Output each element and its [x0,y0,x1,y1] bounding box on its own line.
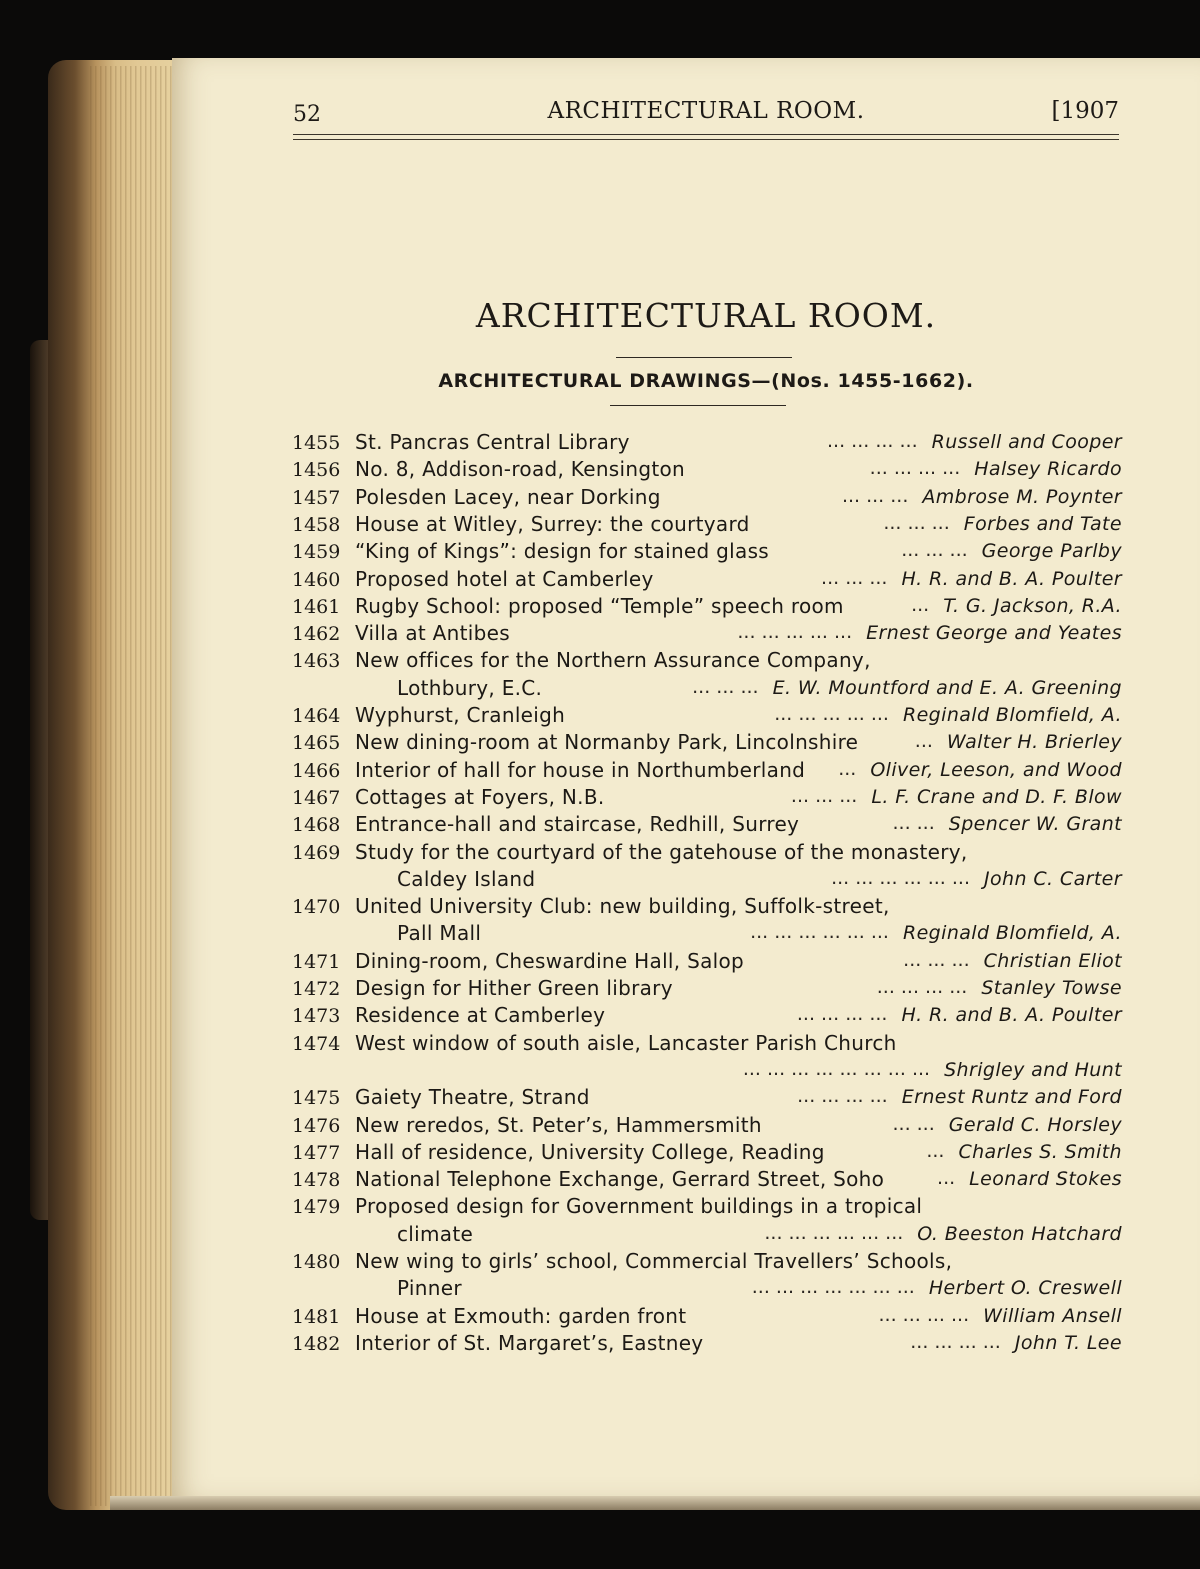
entry-number: 1469 [292,841,341,864]
entry-number: 1470 [292,896,341,919]
entry-author: Oliver, Leeson, and Wood [870,758,1122,781]
page-number: 52 [293,102,321,127]
entry-number: 1475 [292,1087,341,1110]
dot-leader: ... ... ... ... [869,457,961,480]
entry-number: 1478 [292,1169,341,1192]
list-item [0,840,1200,867]
entry-author: Halsey Ricardo [974,458,1122,481]
entry-number: 1468 [292,814,341,837]
entry-number: 1463 [292,650,341,673]
list-item [0,785,1200,812]
dot-leader: ... [914,730,933,753]
section-subheading: ARCHITECTURAL DRAWINGS—(Nos. 1455-1662). [438,370,974,392]
entry-title: Rugby School: proposed “Temple” speech room [355,593,844,618]
entry-author: Spencer W. Grant [948,813,1122,836]
entry-author: Walter H. Brierley [946,731,1122,754]
list-item [0,1167,1200,1194]
entry-author: Reginald Blomfield, A. [902,922,1122,945]
list-item [0,512,1200,539]
list-item [0,1194,1200,1221]
entry-author: Charles S. Smith [958,1140,1122,1163]
dot-leader: ... [911,593,930,616]
entry-title: Cottages at Foyers, N.B. [355,784,605,809]
entry-author: Gerald C. Horsley [948,1113,1122,1136]
entry-author: E. W. Mountford and E. A. Greening [772,676,1122,699]
list-item [0,621,1200,648]
list-item [0,1085,1200,1112]
entry-author: Christian Eliot [983,949,1122,972]
dot-leader: ... ... ... [821,566,888,589]
list-item [0,976,1200,1003]
list-item [0,730,1200,757]
dot-leader: ... [926,1139,945,1162]
entry-author: Stanley Towse [981,977,1122,999]
list-item [0,758,1200,785]
running-year: [1907 [1051,98,1119,124]
entry-number: 1471 [292,950,341,973]
list-item-continuation [0,867,1200,894]
entry-author: L. F. Crane and D. F. Blow [871,785,1122,808]
entry-title: Proposed design for Government buildings in a tropical [355,1194,923,1219]
list-item [0,1331,1200,1358]
dot-leader: ... ... ... ... [827,430,918,452]
entry-author: Ambrose M. Poynter [922,485,1122,508]
entry-number: 1473 [292,1005,341,1028]
entry-title: Gaiety Theatre, Strand [355,1085,590,1110]
entry-author: John T. Lee [1014,1331,1122,1354]
list-item [0,1003,1200,1030]
list-item [0,457,1200,484]
list-item-continuation [0,1058,1200,1085]
entry-title: Residence at Camberley [355,1003,606,1028]
list-item [0,894,1200,921]
running-title: ARCHITECTURAL ROOM. [547,98,865,124]
dot-leader: ... ... ... ... [797,1085,888,1108]
entry-title: House at Witley, Surrey: the courtyard [355,511,750,536]
entry-author: Ernest Runtz and Ford [901,1086,1122,1109]
entry-number: 1457 [292,486,341,509]
entry-author: George Parlby [981,540,1122,563]
entry-title: St. Pancras Central Library [355,430,630,454]
entry-author: Leonard Stokes [969,1168,1122,1191]
entry-title: National Telephone Exchange, Gerrard Street, Soho [355,1167,885,1192]
entry-author: T. G. Jackson, R.A. [943,594,1122,617]
entry-title: Wyphurst, Cranleigh [355,703,566,727]
entry-author: William Ansell [983,1304,1122,1327]
entry-title: New offices for the Northern Assurance Company, [355,648,871,673]
list-item [0,648,1200,675]
entry-title: West window of south aisle, Lancaster Parish Church [355,1030,897,1055]
list-item [0,703,1200,730]
list-item [0,1140,1200,1167]
entry-title: House at Exmouth: garden front [355,1303,687,1328]
entry-number: 1477 [292,1141,341,1164]
entry-author: Forbes and Tate [963,512,1122,535]
heading-rule [616,357,792,358]
entry-title-continuation: Pinner [397,1276,462,1301]
entry-number: 1472 [292,978,341,1000]
entry-author: H. R. and B. A. Poulter [901,1004,1122,1027]
list-item-continuation [0,1222,1200,1249]
entry-title: United University Club: new building, Suffolk-street, [355,894,890,919]
dot-leader: ... ... ... [841,484,909,507]
dot-leader: ... ... ... [903,948,970,971]
dot-leader: ... ... ... [692,675,759,698]
dot-leader: ... ... ... [883,511,950,534]
dot-leader: ... ... ... ... [876,976,968,998]
dot-leader: ... [838,757,857,780]
entry-author: Reginald Blomfield, A. [902,704,1122,726]
list-item [0,1249,1200,1276]
entry-number: 1480 [292,1251,341,1273]
entry-title: Polesden Lacey, near Dorking [355,484,661,509]
entry-title-continuation: Pall Mall [397,921,482,946]
entry-number: 1458 [292,513,341,536]
entry-number: 1466 [292,759,341,782]
dot-leader: ... ... [892,1112,935,1135]
dot-leader: ... ... ... ... [878,1303,970,1326]
dot-leader: ... ... ... ... ... ... ... ... [742,1057,931,1080]
book-bottom-edge [110,1496,1200,1510]
list-item [0,567,1200,594]
entry-number: 1456 [292,459,341,482]
entry-title: Entrance-hall and staircase, Redhill, Surrey [355,812,800,837]
list-item [0,430,1200,457]
entry-title: No. 8, Addison-road, Kensington [355,457,686,482]
entry-title: New wing to girls’ school, Commercial Travellers’ Schools, [355,1249,953,1273]
dot-leader: ... [937,1167,956,1190]
entry-author: O. Beeston Hatchard [917,1222,1122,1245]
entry-number: 1461 [292,595,341,618]
entry-number: 1462 [292,623,341,646]
entry-author: Russell and Cooper [931,431,1122,453]
entry-title: Dining-room, Cheswardine Hall, Salop [355,948,745,973]
entry-title: Hall of residence, University College, Reading [355,1139,825,1164]
entry-title: Interior of St. Margaret’s, Eastney [355,1330,704,1355]
entry-number: 1467 [292,786,341,809]
dot-leader: ... ... ... ... ... ... ... [751,1276,915,1299]
list-item-continuation [0,921,1200,948]
entry-number: 1476 [292,1114,341,1137]
entry-number: 1459 [292,541,341,564]
dot-leader: ... ... ... ... [796,1003,888,1026]
dot-leader: ... ... ... ... ... [774,703,889,725]
entry-title: Interior of hall for house in Northumberland [355,757,806,782]
entry-title: Proposed hotel at Camberley [355,566,654,591]
entry-title: Villa at Antibes [355,621,510,646]
entry-title-continuation: Lothbury, E.C. [397,675,543,700]
list-item [0,1031,1200,1058]
list-item [0,539,1200,566]
list-item [0,949,1200,976]
list-item [0,1304,1200,1331]
dot-leader: ... ... ... ... ... ... [831,866,971,889]
entry-number: 1481 [292,1305,341,1328]
dot-leader: ... ... ... ... ... [737,621,853,644]
entry-title-continuation: climate [397,1221,474,1246]
entry-author: H. R. and B. A. Poulter [901,567,1122,590]
header-double-rule [293,134,1119,140]
dot-leader: ... ... ... ... [910,1330,1001,1353]
running-head [293,98,1119,128]
entry-number: 1474 [292,1032,341,1055]
entry-title-continuation: Caldey Island [397,866,536,891]
dot-leader: ... ... [892,812,935,835]
list-item-continuation [0,676,1200,703]
list-item [0,1113,1200,1140]
section-heading: ARCHITECTURAL ROOM. [475,296,937,335]
entry-author: Herbert O. Creswell [928,1277,1122,1300]
subheading-rule [610,405,786,406]
entry-author: Ernest George and Yeates [866,622,1122,645]
entry-author: John C. Carter [984,867,1122,890]
entry-title: New dining-room at Normanby Park, Lincolnshire [355,730,859,755]
list-item [0,812,1200,839]
entry-number: 1464 [292,705,341,727]
entry-title: Study for the courtyard of the gatehouse of the monastery, [355,839,968,864]
list-item-continuation [0,1276,1200,1303]
list-item [0,594,1200,621]
entry-number: 1455 [292,432,341,454]
dot-leader: ... ... ... ... ... ... [750,921,889,944]
entry-title: “King of Kings”: design for stained glass [355,539,770,564]
entry-title: Design for Hither Green library [355,976,673,1000]
dot-leader: ... ... ... [790,784,858,807]
dot-leader: ... ... ... [901,539,968,562]
entry-author: Shrigley and Hunt [944,1058,1122,1081]
entry-number: 1482 [292,1332,341,1355]
dot-leader: ... ... ... ... ... ... [764,1221,904,1244]
list-item [0,485,1200,512]
entry-title: New reredos, St. Peter’s, Hammersmith [355,1112,762,1137]
entry-number: 1479 [292,1196,341,1219]
entry-number: 1460 [292,568,341,591]
entry-number: 1465 [292,732,341,755]
